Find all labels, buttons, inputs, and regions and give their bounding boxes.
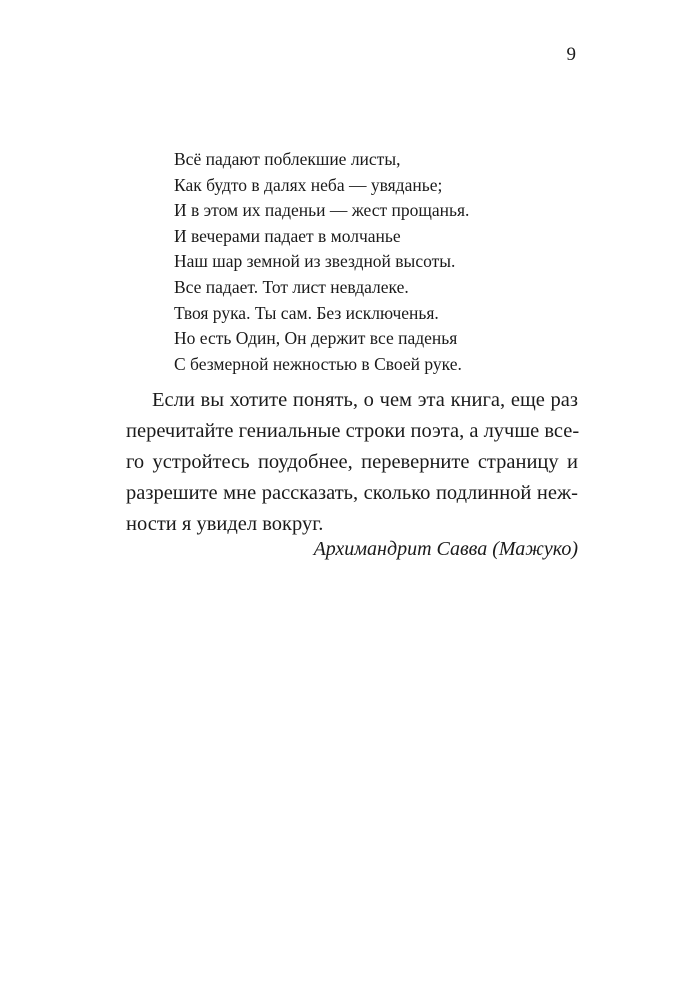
poem-line: Твоя рука. Ты сам. Без исключенья. [174,302,439,323]
prose-line: перечитайте гениальные строки поэта, а лучше все- [126,420,580,442]
poem-line: Как будто в далях неба — увяданье; [174,174,443,195]
poem-epigraph [174,147,574,377]
poem-line: И в этом их паденьи — жест прощанья. [174,200,470,221]
poem-line: С безмерной нежностью в Своей руке. [174,353,462,374]
poem-line: И вечерами падает в молчанье [174,225,401,246]
poem-line: Всё падают поблекшие листы, [174,149,401,169]
prose-line: го устройтесь поудобнее, переверните страницу и [126,451,578,473]
poem-line: Наш шар земной из звездной высоты. [174,251,456,272]
poem-line: Все падает. Тот лист невдалеке. [174,276,409,297]
author-signature: Архимандрит Савва (Мажуко) [313,538,578,560]
prose-line: разрешите мне рассказать, сколько подлинной неж- [126,482,578,504]
prose-line: Если вы хотите понять, о чем эта книга, еще раз [152,389,578,411]
prose-line: ности я увидел вокруг. [126,513,324,535]
poem-line: Но есть Один, Он держит все паденья [174,328,458,349]
page-number: 9 [566,44,576,65]
prose-paragraph [126,385,578,540]
